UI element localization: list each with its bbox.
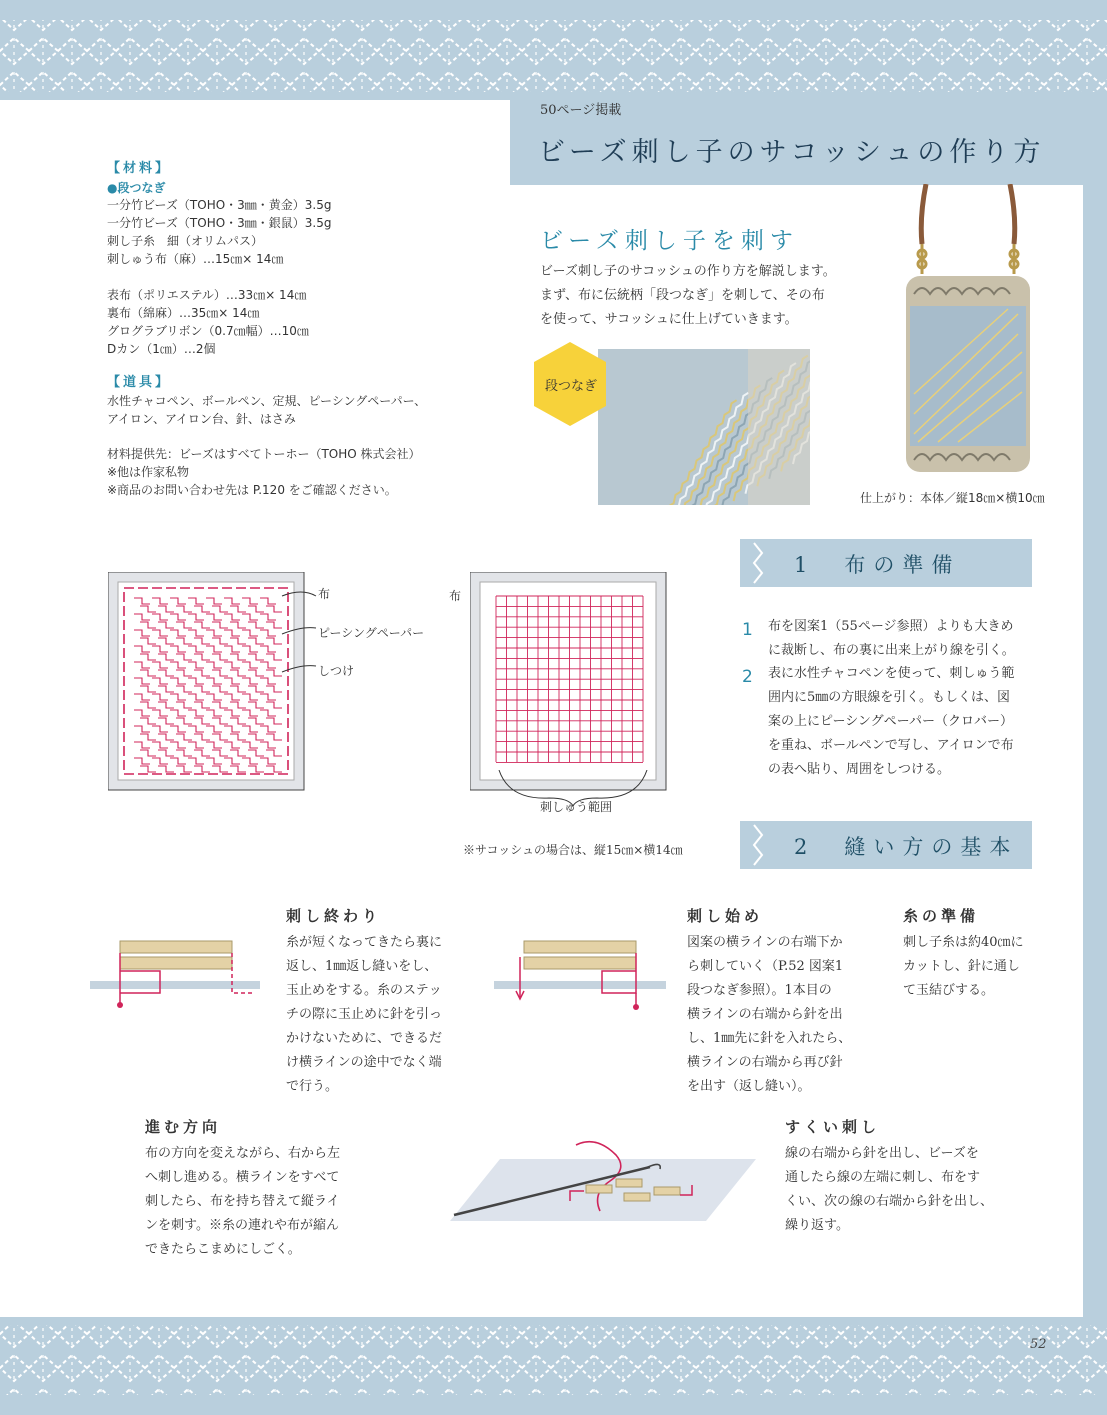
step-number: 2	[742, 667, 753, 687]
label-fabric: 布	[318, 587, 331, 601]
materials-item: 刺し子糸 細（オリムパス）	[107, 234, 264, 248]
thread-heading: 糸の準備	[903, 907, 980, 925]
supplier-note: ※商品のお問い合わせ先は P.120 をご確認ください。	[107, 483, 397, 497]
scoop-line: 繰り返す。	[785, 1218, 849, 1233]
intro-heading: ビーズ刺し子を刺す	[540, 228, 799, 254]
materials-item: グログラブリボン（0.7㎝幅）…10㎝	[107, 324, 309, 338]
intro-line: を使って、サコッシュに仕上げていきます。	[540, 312, 798, 327]
end-line: 返し、1㎜返し縫いをし、	[286, 959, 438, 974]
label-embroidery-range: 刺しゅう範囲	[540, 800, 613, 814]
intro-line: ビーズ刺し子のサコッシュの作り方を解説します。	[540, 264, 836, 279]
step-number: 1	[742, 620, 753, 640]
start-line: ら刺していく（P.52 図案1	[687, 959, 844, 974]
bottom-pattern-band	[0, 1317, 1107, 1411]
materials-item: 刺しゅう布（麻）…15㎝× 14㎝	[107, 252, 284, 266]
scoop-heading: すくい刺し	[785, 1118, 881, 1136]
step-line: 表に水性チャコペンを使って、刺しゅう範	[768, 666, 1015, 681]
start-line: 段つなぎ参照）。1本目の	[687, 983, 832, 998]
zigzag-mark	[740, 821, 770, 869]
supplier-note: 材料提供先：ビーズはすべてトーホー（TOHO 株式会社）	[107, 447, 421, 461]
step-line: に裁断し、布の裏に出来上がり線を引く。	[768, 643, 1015, 658]
top-pattern-band	[0, 0, 1107, 100]
direction-heading: 進む方向	[145, 1118, 222, 1136]
end-line: け横ラインの途中でなく端	[286, 1055, 442, 1070]
bag-photo	[898, 184, 1038, 484]
materials-item: 一分竹ビーズ（TOHO・3㎜・黄金）3.5g	[107, 198, 332, 212]
materials-subheading: ●段つなぎ	[107, 181, 166, 195]
start-line: 横ラインの右端から針を出	[687, 1007, 843, 1022]
step-2-text	[768, 662, 1038, 782]
section-2-title: 2 縫い方の基本	[794, 835, 1019, 859]
direction-line: 刺したら、布を持ち替えて縦ライ	[145, 1194, 340, 1209]
zigzag-mark	[740, 539, 770, 587]
page-title: ビーズ刺し子のサコッシュの作り方	[538, 137, 1046, 168]
materials-item: Dカン（1㎝）…2個	[107, 342, 216, 356]
scoop-text	[785, 1142, 1045, 1238]
end-line: 玉止めをする。糸のステッ	[286, 983, 442, 998]
supplier-note: ※他は作家私物	[107, 465, 190, 479]
intro-line: まず、布に伝統柄「段つなぎ」を刺して、その布	[540, 288, 825, 303]
scoop-stitch-diagram	[450, 1135, 770, 1225]
supplier-notes	[107, 445, 421, 499]
end-stitch-diagram	[90, 935, 270, 1015]
materials-list-1	[107, 196, 332, 268]
page-reference: 50ページ掲載	[540, 103, 622, 118]
start-stitch-diagram	[494, 935, 674, 1015]
start-line: 図案の横ラインの右端下か	[687, 935, 843, 950]
step-line: の表へ貼り、周囲をしつける。	[768, 762, 951, 777]
start-line: し、1㎜先に針を入れたら、	[687, 1031, 852, 1046]
tools-item: 水性チャコペン、ボールペン、定規、ピーシングペーパー、	[107, 394, 427, 408]
start-text	[687, 931, 877, 1099]
size-note: ※サコッシュの場合は、縦15㎝×横14㎝	[463, 843, 683, 857]
tools-item: アイロン、アイロン台、針、はさみ	[107, 412, 296, 426]
materials-item: 裏布（綿麻）…35㎝× 14㎝	[107, 306, 260, 320]
page-number: 52	[1030, 1337, 1047, 1352]
pattern-diagram	[108, 572, 308, 792]
leader-lines	[280, 586, 320, 676]
end-line: チの際に玉止めに針を引っ	[286, 1007, 443, 1022]
step-line: 布を図案1（55ページ参照）よりも大きめ	[768, 619, 1014, 634]
sashiko-pattern-top	[0, 0, 1107, 100]
materials-heading: 【材料】	[107, 161, 172, 176]
scoop-line: 線の右端から針を出し、ビーズを	[785, 1146, 979, 1161]
thread-line: カットし、針に通し	[903, 959, 1020, 974]
end-line: かけないために、できるだ	[286, 1031, 443, 1046]
materials-item: 表布（ポリエステル）…33㎝× 14㎝	[107, 288, 307, 302]
badge-label: 段つなぎ	[544, 379, 597, 394]
thread-text	[903, 931, 1053, 1003]
end-heading: 刺し終わり	[286, 907, 382, 925]
closeup-photo	[598, 349, 810, 505]
step-line: を重ね、ボールペンで写し、アイロンで布	[768, 738, 1014, 753]
intro-text	[540, 260, 870, 332]
materials-item: 一分竹ビーズ（TOHO・3㎜・銀鼠）3.5g	[107, 216, 332, 230]
grid-diagram	[470, 572, 670, 792]
end-line: で行う。	[286, 1079, 339, 1094]
step-line: 囲内に5㎜の方眼線を引く。もしくは、図	[768, 690, 1011, 705]
label-basting: しつけ	[318, 664, 355, 678]
step-1-text	[768, 615, 1038, 663]
section-2-header	[740, 821, 1032, 869]
direction-text	[145, 1142, 405, 1262]
section-1-header	[740, 539, 1032, 587]
direction-line: 布の方向を変えながら、右から左	[145, 1146, 341, 1161]
finish-size-caption: 仕上がり：本体／縦18㎝×横10㎝	[860, 491, 1045, 505]
thread-line: 刺し子糸は約40㎝に	[903, 935, 1024, 950]
step-line: 案の上にピーシングペーパー（クロバー）	[768, 714, 1013, 729]
end-line: 糸が短くなってきたら裏に	[286, 935, 443, 950]
section-1-title: 1 布の準備	[794, 553, 961, 577]
start-heading: 刺し始め	[687, 907, 764, 925]
direction-line: ンを刺す。※糸の連れや布が縮ん	[145, 1218, 339, 1233]
start-line: を出す（返し縫い）。	[687, 1079, 811, 1094]
scoop-line: 通したら線の左端に刺し、布をす	[785, 1170, 981, 1185]
scoop-line: くい、次の線の右端から針を出し、	[785, 1194, 994, 1209]
start-line: 横ラインの右端から再び針	[687, 1055, 843, 1070]
label-piecing-paper: ピーシングペーパー	[318, 626, 425, 640]
direction-line: できたらこまめにしごく。	[145, 1242, 301, 1257]
materials-list-2	[107, 286, 309, 358]
direction-line: へ刺し進める。横ラインをすべて	[145, 1170, 340, 1185]
sashiko-pattern-bottom	[0, 1317, 1107, 1411]
tools-heading: 【道具】	[107, 375, 172, 390]
end-text	[286, 931, 476, 1099]
label-fabric-2: 布	[449, 589, 462, 603]
tools-list	[107, 392, 426, 428]
thread-line: て玉結びする。	[903, 983, 995, 998]
